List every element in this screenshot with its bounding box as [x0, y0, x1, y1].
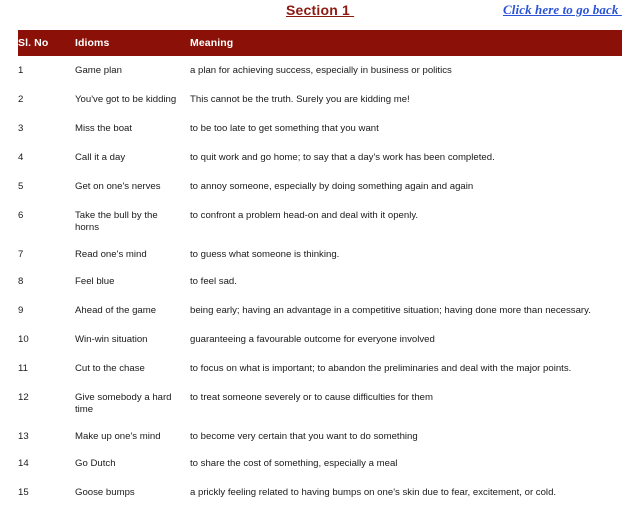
cell-meaning: to feel sad. [190, 267, 622, 296]
column-header-sl-no: Sl. No [18, 30, 75, 56]
cell-sl-no: 7 [18, 242, 75, 267]
cell-meaning: being early; having an advantage in a competitive situation; having done more than necessary. [190, 296, 622, 325]
table-row [18, 114, 622, 143]
table-row [18, 354, 622, 383]
cell-meaning: to share the cost of something, especially a meal [190, 449, 622, 478]
cell-sl-no: 12 [18, 383, 75, 424]
table-row [18, 449, 622, 478]
cell-sl-no: 1 [18, 56, 75, 85]
cell-idiom: Win-win situation [75, 325, 190, 354]
cell-idiom: Ahead of the game [75, 296, 190, 325]
cell-sl-no: 10 [18, 325, 75, 354]
cell-meaning: to guess what someone is thinking. [190, 242, 622, 267]
column-header-meaning: Meaning [190, 30, 622, 56]
table-row [18, 56, 622, 85]
cell-idiom: Take the bull by the horns [75, 201, 190, 242]
table-row [18, 172, 622, 201]
idioms-table [18, 30, 622, 507]
cell-sl-no: 4 [18, 143, 75, 172]
cell-meaning: to be too late to get something that you want [190, 114, 622, 143]
cell-idiom: Make up one's mind [75, 424, 190, 449]
go-back-link[interactable]: Click here to go back [503, 2, 622, 17]
cell-sl-no: 9 [18, 296, 75, 325]
cell-meaning: to quit work and go home; to say that a day's work has been completed. [190, 143, 622, 172]
table-row [18, 296, 622, 325]
table-row [18, 267, 622, 296]
table-row [18, 143, 622, 172]
cell-idiom: Read one's mind [75, 242, 190, 267]
table-row [18, 201, 622, 242]
cell-idiom: Goose bumps [75, 478, 190, 507]
cell-idiom: Cut to the chase [75, 354, 190, 383]
cell-sl-no: 2 [18, 85, 75, 114]
cell-meaning: to become very certain that you want to do something [190, 424, 622, 449]
table-row [18, 383, 622, 424]
table-row [18, 424, 622, 449]
cell-idiom: Go Dutch [75, 449, 190, 478]
cell-meaning: a plan for achieving success, especially in business or politics [190, 56, 622, 85]
cell-idiom: Miss the boat [75, 114, 190, 143]
table-header-row [18, 30, 622, 56]
cell-sl-no: 13 [18, 424, 75, 449]
table-row [18, 478, 622, 507]
cell-meaning: a prickly feeling related to having bumps on one's skin due to fear, excitement, or cold. [190, 478, 622, 507]
cell-sl-no: 8 [18, 267, 75, 296]
cell-meaning: to focus on what is important; to abandon the preliminaries and deal with the major points. [190, 354, 622, 383]
cell-meaning: This cannot be the truth. Surely you are kidding me! [190, 85, 622, 114]
cell-sl-no: 14 [18, 449, 75, 478]
table-row [18, 85, 622, 114]
cell-idiom: Call it a day [75, 143, 190, 172]
cell-sl-no: 3 [18, 114, 75, 143]
cell-meaning: to confront a problem head-on and deal with it openly. [190, 201, 622, 242]
cell-meaning: guaranteeing a favourable outcome for everyone involved [190, 325, 622, 354]
column-header-idioms: Idioms [75, 30, 190, 56]
cell-idiom: Game plan [75, 56, 190, 85]
cell-meaning: to annoy someone, especially by doing something again and again [190, 172, 622, 201]
cell-idiom: You've got to be kidding [75, 85, 190, 114]
table-body [18, 56, 622, 507]
cell-sl-no: 6 [18, 201, 75, 242]
cell-sl-no: 11 [18, 354, 75, 383]
cell-sl-no: 15 [18, 478, 75, 507]
cell-idiom: Give somebody a hard time [75, 383, 190, 424]
cell-idiom: Feel blue [75, 267, 190, 296]
table-row [18, 325, 622, 354]
table-row [18, 242, 622, 267]
page-title: Section 1 [286, 2, 355, 18]
page-header [0, 0, 638, 30]
cell-sl-no: 5 [18, 172, 75, 201]
table-header [18, 30, 622, 56]
cell-idiom: Get on one's nerves [75, 172, 190, 201]
cell-meaning: to treat someone severely or to cause difficulties for them [190, 383, 622, 424]
